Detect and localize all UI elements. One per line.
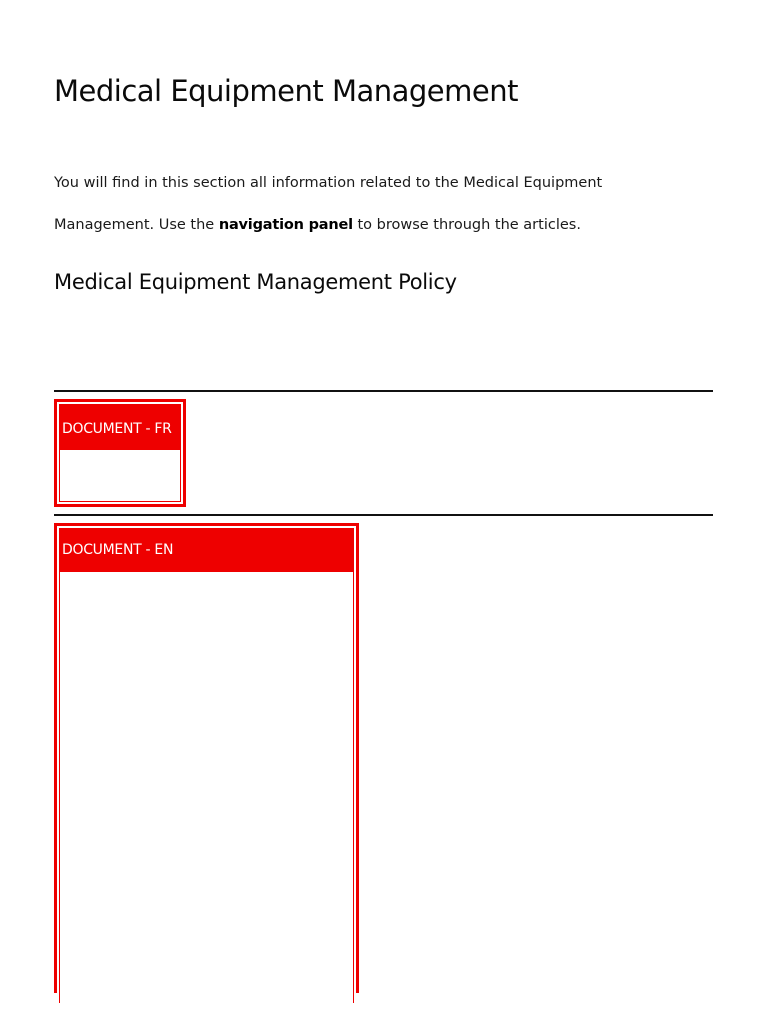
page-title: Medical Equipment Management (54, 74, 518, 108)
document-fr-embed[interactable] (54, 399, 186, 507)
document-en-embed[interactable] (54, 523, 359, 993)
section-title: Medical Equipment Management Policy (54, 270, 457, 294)
navigation-panel-link[interactable]: navigation panel (218, 217, 353, 233)
document-fr-header[interactable]: DOCUMENT - FR (60, 405, 180, 450)
document-en-frame (59, 528, 354, 1003)
divider-top (54, 390, 713, 392)
divider-middle (54, 514, 713, 516)
intro-text-before-link: You will find in this section all information related to the Medical Equipment Management. Use the (54, 175, 603, 233)
document-en-header[interactable]: DOCUMENT - EN (60, 529, 353, 572)
page-content (54, 0, 714, 1024)
intro-paragraph (54, 162, 674, 246)
intro-text-after-link: to browse through the articles. (352, 217, 581, 233)
